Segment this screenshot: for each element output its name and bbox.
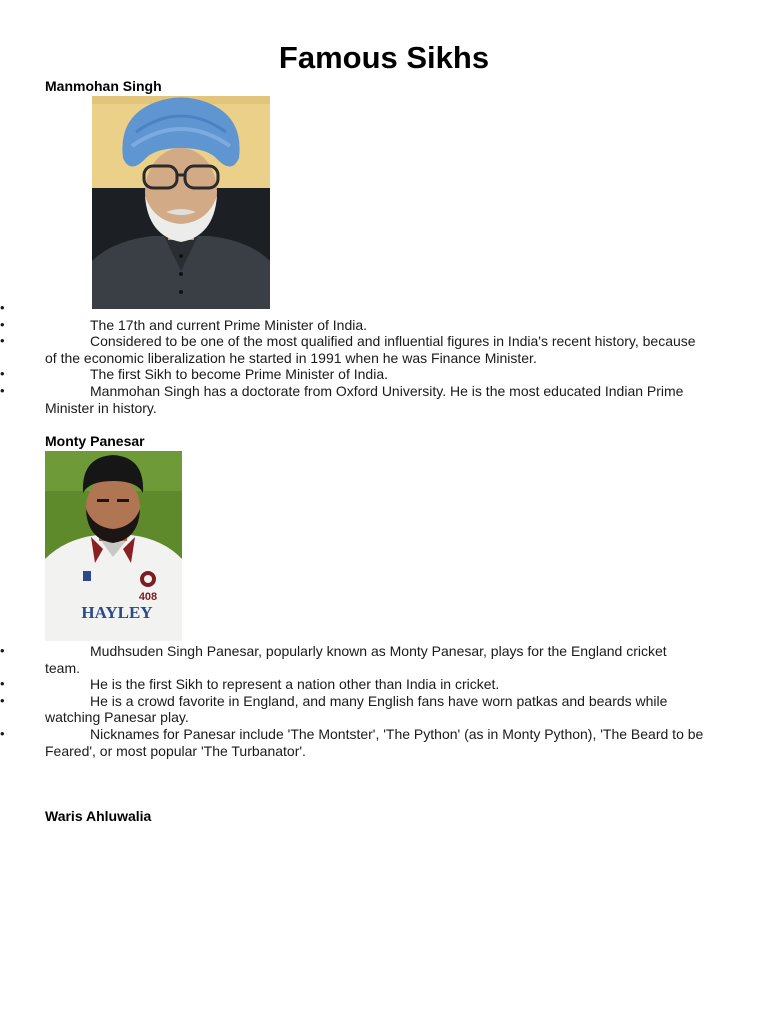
- list-item: • Considered to be one of the most qualified and influential figures in India's recent history, because of the economic liberalization he started in 1991 when he was Finance Minister.: [45, 333, 705, 366]
- manmohan-singh-facts: [45, 300, 705, 416]
- list-item: • Nicknames for Panesar include 'The Montster', 'The Python' (as in Monty Python), 'The Beard to be Feared', or most popular 'The Turbanator'.: [45, 726, 705, 759]
- list-item: • Manmohan Singh has a doctorate from Oxford University. He is the most educated Indian Prime Minister in history.: [45, 383, 705, 416]
- monty-panesar-facts: [45, 643, 705, 759]
- list-item: [45, 300, 705, 317]
- list-item: • The 17th and current Prime Minister of India.: [45, 317, 705, 334]
- list-item: • Mudhsuden Singh Panesar, popularly known as Monty Panesar, plays for the England cricket team.: [45, 643, 705, 676]
- portrait-turbaned-man-icon: [92, 96, 270, 309]
- shirt-number: 408: [138, 591, 158, 603]
- person-name-waris-ahluwalia: Waris Ahluwalia: [45, 808, 152, 824]
- list-item: • The first Sikh to become Prime Minister of India.: [45, 366, 705, 383]
- portrait-cricketer-icon: [45, 451, 182, 641]
- person-name-monty-panesar: Monty Panesar: [45, 433, 145, 449]
- list-item: • He is the first Sikh to represent a nation other than India in cricket.: [45, 676, 705, 693]
- page-title: Famous Sikhs: [278, 40, 490, 75]
- monty-panesar-photo: [45, 451, 182, 641]
- list-item: • He is a crowd favorite in England, and many English fans have worn patkas and beards while watching Panesar play.: [45, 693, 705, 726]
- person-name-manmohan-singh: Manmohan Singh: [45, 78, 162, 94]
- manmohan-singh-photo: [92, 96, 270, 309]
- shirt-sponsor: HAYLEY: [81, 603, 153, 622]
